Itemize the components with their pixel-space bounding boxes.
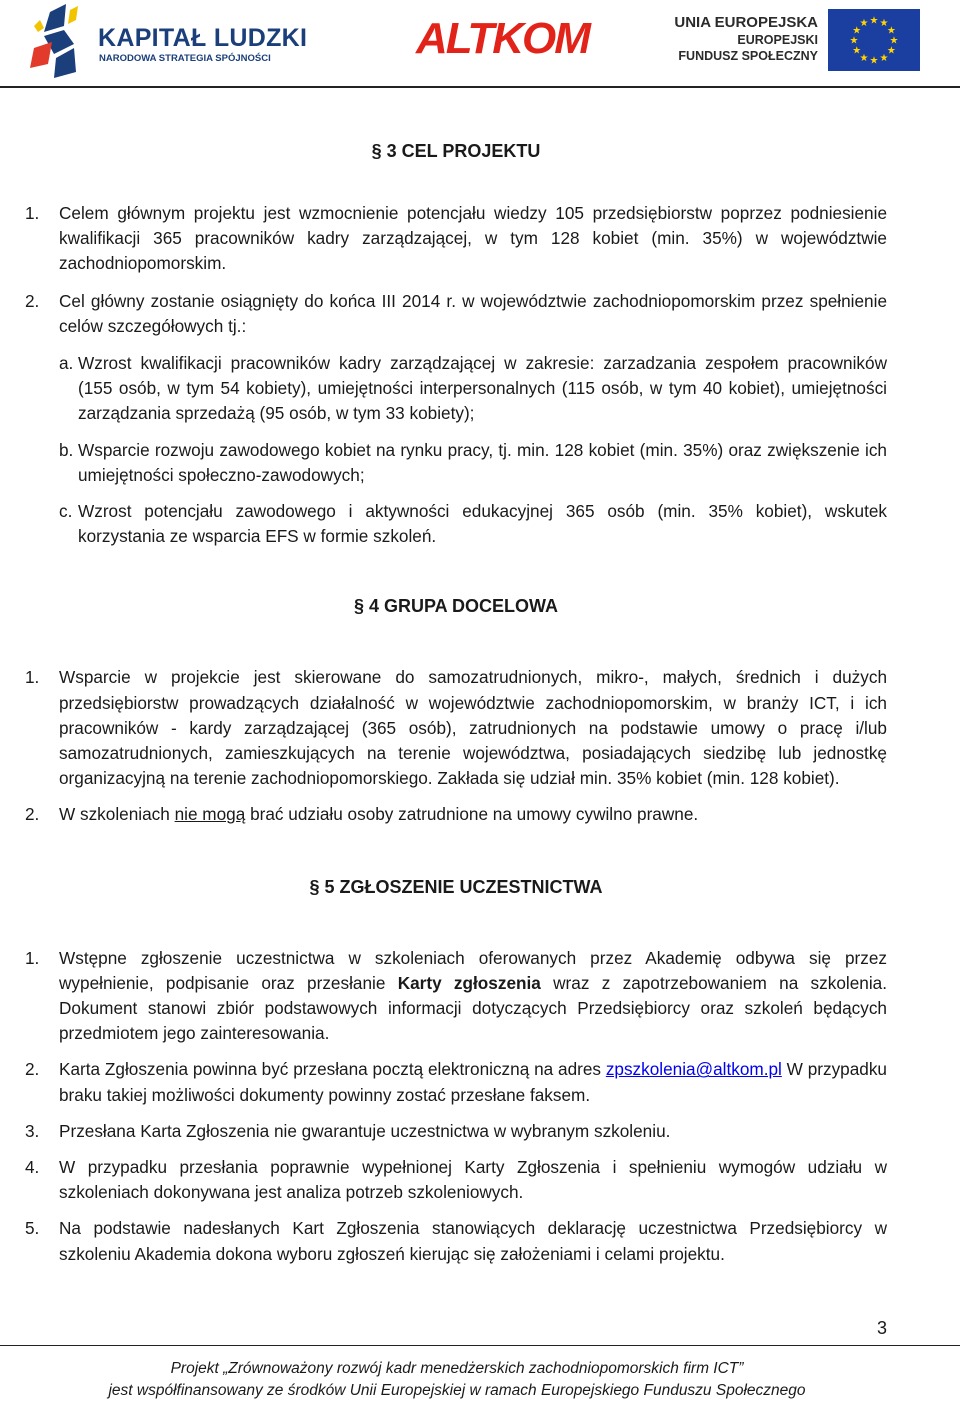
item-text-bold: Karty zgłoszenia	[397, 972, 541, 993]
kapital-ludzki-subtitle: NARODOWA STRATEGIA SPÓJNOŚCI	[99, 53, 271, 64]
item-text-post: brać udziału osoby zatrudnione na umowy cywilno prawne.	[245, 804, 699, 825]
eu-star-icon: ★	[849, 35, 859, 47]
section-5-title: 5 ZGŁOSZENIE UCZESTNICTWA	[324, 876, 603, 897]
footer-line-1: Projekt „Zrównoważony rozwój kadr menedżerskich zachodniopomorskich firm ICT”	[170, 1360, 744, 1377]
item-text: Wzrost kwalifikacji pracowników kadry zarządzającej w zakresie: zarzadzania zespołem pracowników (155 osób, w tym 54 kobiety), umiejętności interpersonalnych (115 osób, w tym 40 kobiet), umiejętności zarządzania sprzedażą (95 osób, w tym 33 kobiety);	[78, 353, 887, 424]
item-number: 2.	[25, 1059, 40, 1080]
item-number: 4.	[25, 1157, 40, 1178]
item-number: 1.	[25, 947, 40, 968]
eu-star-icon: ★	[879, 18, 889, 30]
eu-logo-line1: UNIA EUROPEJSKA	[674, 14, 818, 31]
item-number: 2.	[25, 290, 40, 311]
item-text-underlined: nie mogą	[174, 804, 246, 825]
sub-list-item	[25, 438, 887, 488]
document-body	[25, 138, 887, 1267]
footer-line-2: jest współfinansowany ze środków Unii Europejskiej w ramach Europejskiego Funduszu Społecznego	[108, 1382, 806, 1399]
eu-star-icon: ★	[886, 25, 896, 37]
item-text: Przesłana Karta Zgłoszenia nie gwarantuje uczestnictwa w wybranym szkoleniu.	[59, 1120, 671, 1141]
eu-star-icon: ★	[869, 55, 879, 67]
list-item	[25, 802, 887, 827]
eu-star-icon: ★	[869, 15, 879, 27]
item-text: Wsparcie w projekcie jest skierowane do samozatrudnionych, mikro-, małych, średnich i dużych przedsiębiorstw prowadzących działalność w województwie zachodniopomorskim, w branży ICT, i ich pracowników - kardy zarządzającej (365 osób), zatrudnionych na podstawie umowy o pracę i/lub samozatrudnionych, zamieszkujących na terenie województwa, posiadających siedzibę lub jednostkę organizacyjną na terenie zachodniopomorskiego. Zakłada się udział min. 35% kobiet (min. 128 kobiet).	[59, 667, 887, 789]
eu-star-icon: ★	[852, 25, 862, 37]
list-item	[25, 1057, 887, 1107]
eu-star-icon: ★	[889, 35, 899, 47]
kapital-ludzki-star-icon	[30, 2, 90, 80]
item-text-post: wraz z zapotrzebowaniem na szkolenia. Dokument stanowi zbiór podstawowych informacji dotyczących Przedsiębiorcy oraz szkoleń będących przedmiotem jego zainteresowania.	[59, 972, 887, 1044]
section-3-title: 3 CEL PROJEKTU	[386, 141, 541, 161]
list-item	[25, 1216, 887, 1266]
item-text: W przypadku przesłania poprawnie wypełnionej Karty Zgłoszenia i spełnieniu wymogów udziału w szkoleniach dokonywana jest analiza potrzeb szkoleniowych.	[59, 1157, 887, 1203]
item-text: Cel główny zostanie osiągnięty do końca III 2014 r. w województwie zachodniopomorskim przez spełnienie celów szczegółowych tj.:	[59, 290, 887, 336]
list-item	[25, 1119, 887, 1144]
list-item	[25, 665, 887, 791]
altkom-logo	[416, 8, 589, 78]
altkom-logo-text: ALTKOM	[416, 14, 589, 63]
item-letter: a.	[59, 353, 74, 374]
item-number: 2.	[25, 804, 40, 825]
eu-logo-line3: FUNDUSZ SPOŁECZNY	[678, 49, 818, 63]
section-4-heading	[25, 593, 887, 619]
section-3-heading	[25, 138, 887, 164]
item-text: Na podstawie nadesłanych Kart Zgłoszenia stanowiących deklarację uczestnictwa Przedsiębiorcy w szkoleniu Akademia dokona wyboru zgłoszeń kierując się założeniami i celami projektu.	[59, 1218, 887, 1264]
page-number: 3	[876, 1318, 887, 1338]
item-text: Wsparcie rozwoju zawodowego kobiet na rynku pracy, tj. min. 128 kobiet (min. 35%) oraz zwiększenie ich umiejętności społeczno-zawodowych;	[78, 439, 887, 485]
item-number: 3.	[25, 1120, 40, 1141]
sub-list-item	[25, 499, 887, 549]
item-text-pre: Wstępne zgłoszenie uczestnictwa w szkoleniach oferowanych przez Akademię odbywa się przez wypełnienie, podpisanie oraz przesłanie	[59, 947, 887, 993]
section-5-heading	[25, 874, 887, 900]
footer-divider	[0, 1345, 960, 1346]
kapital-ludzki-title: KAPITAŁ LUDZKI	[98, 24, 308, 52]
item-number: 5.	[25, 1218, 40, 1239]
section-symbol: §	[353, 596, 364, 617]
eu-star-icon: ★	[852, 45, 862, 57]
section-symbol: §	[371, 141, 382, 161]
item-text: Celem głównym projektu jest wzmocnienie potencjału wiedzy 105 przedsiębiorstw poprzez podniesienie kwalifikacji 365 pracowników kadry zarządzającej, w tym 128 kobiet (min. 35%) w województwie zachodniopomorskim.	[59, 203, 887, 274]
email-link[interactable]: zpszkolenia@altkom.pl	[605, 1059, 782, 1080]
list-item	[25, 1155, 887, 1205]
list-item	[25, 201, 887, 277]
eu-star-icon: ★	[859, 52, 869, 64]
item-text-pre: Karta Zgłoszenia powinna być przesłana pocztą elektroniczną na adres	[59, 1059, 606, 1080]
item-text: Wzrost potencjału zawodowego i aktywności edukacyjnej 365 osób (min. 35% kobiet), wskutek korzystania ze wsparcia EFS w formie szkoleń.	[78, 501, 887, 547]
eu-star-icon: ★	[886, 45, 896, 57]
eu-star-icon: ★	[879, 52, 889, 64]
list-item	[25, 289, 887, 339]
item-letter: c.	[59, 501, 73, 522]
eu-flag-icon	[828, 9, 920, 71]
eu-star-icon: ★	[859, 18, 869, 30]
item-text-pre: W szkoleniach	[59, 804, 175, 825]
item-letter: b.	[59, 439, 74, 460]
eu-logo-line2: EUROPEJSKI	[737, 33, 818, 47]
eu-logo	[674, 8, 950, 74]
item-text-post: W przypadku braku takiej możliwości dokumenty powinny zostać przesłane faksem.	[59, 1059, 887, 1105]
page-header	[0, 0, 960, 86]
kapital-ludzki-logo	[30, 2, 308, 80]
page-footer	[0, 1358, 914, 1402]
item-number: 1.	[25, 667, 40, 688]
list-item	[25, 946, 887, 1047]
section-4-title: 4 GRUPA DOCELOWA	[369, 596, 559, 617]
item-number: 1.	[25, 203, 40, 223]
header-divider	[0, 86, 960, 88]
sub-list-item	[25, 351, 887, 427]
section-symbol: §	[309, 876, 320, 897]
